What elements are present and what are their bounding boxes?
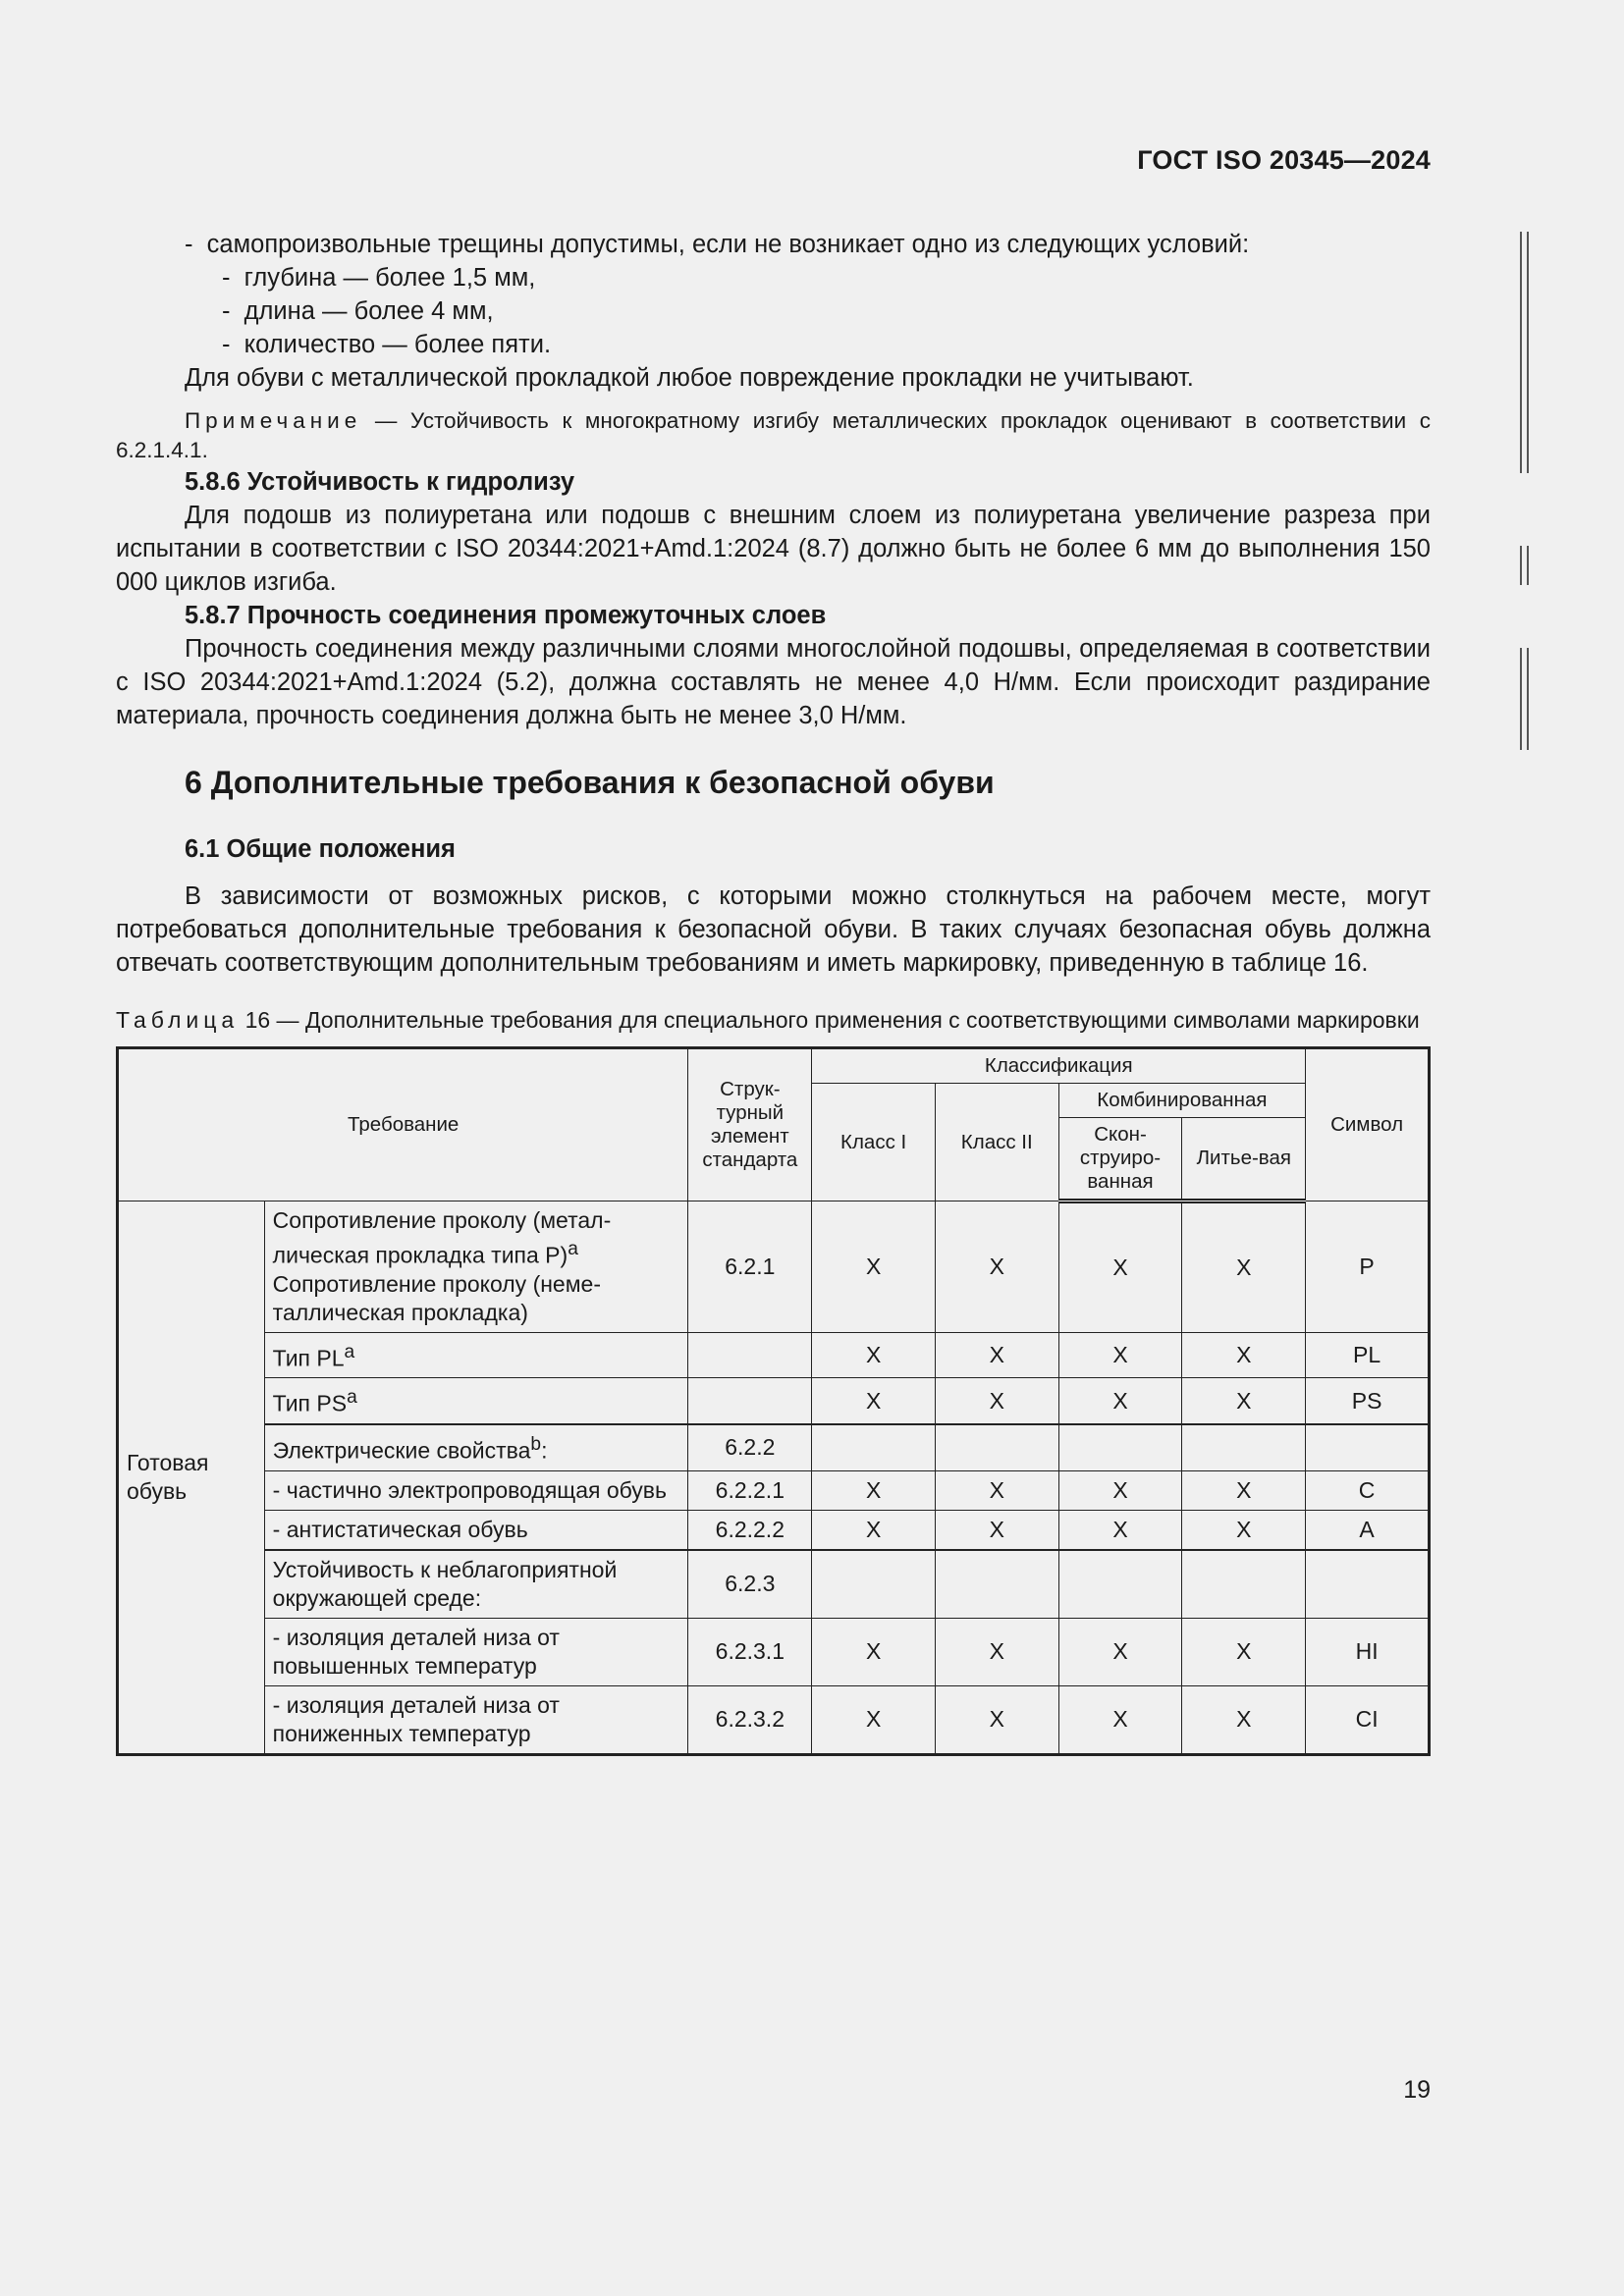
ref-cell: 6.2.3 (688, 1550, 812, 1619)
note: Примечание — Устойчивость к многократному изгибу металлических прокладок оценивают в соответствии с 6.2.1.4.1. (116, 408, 1431, 462)
mark-cell: X (812, 1201, 936, 1333)
header-structural: Струк-турный элемент стандарта (688, 1048, 812, 1201)
page-number: 19 (1403, 2076, 1431, 2104)
requirement-cell: - частично электропроводящая обувь (264, 1470, 688, 1510)
mark-cell: X (812, 1378, 936, 1424)
mark-cell: X (812, 1470, 936, 1510)
mark-cell: X (1182, 1332, 1306, 1378)
paragraph: Для подошв из полиуретана или подошв с внешним слоем из полиуретана увеличение разреза при испытании в соответствии с ISO 20344:2021+Amd.1:2024 (8.7) должно быть не более 6 мм до выполнения 150 000 циклов изгиба. (116, 502, 1431, 596)
symbol-cell: A (1306, 1510, 1430, 1550)
mark-cell: X (1058, 1618, 1182, 1685)
header-constructed: Скон-струиро-ванная (1058, 1118, 1182, 1201)
mark-cell: X (1182, 1510, 1306, 1550)
requirement-cell: - изоляция деталей низа от повышенных температур (264, 1618, 688, 1685)
ref-cell: 6.2.3.1 (688, 1618, 812, 1685)
ref-cell: 6.2.2 (688, 1424, 812, 1470)
symbol-cell: PL (1306, 1332, 1430, 1378)
mark-cell: X (935, 1618, 1058, 1685)
symbol-cell: CI (1306, 1685, 1430, 1754)
mark-cell: X (1182, 1618, 1306, 1685)
mark-cell: X (935, 1685, 1058, 1754)
mark-cell: X (1182, 1201, 1306, 1333)
page-header-code: ГОСТ ISO 20345—2024 (1137, 145, 1431, 175)
mark-cell: X (1058, 1685, 1182, 1754)
table-row (118, 1378, 1430, 1424)
header-classification: Классификация (812, 1048, 1306, 1084)
group-label: Готовая обувь (118, 1201, 265, 1755)
mark-cell: X (1182, 1378, 1306, 1424)
mark-cell: X (935, 1332, 1058, 1378)
paragraph: В зависимости от возможных рисков, с которыми можно столкнуться на рабочем месте, могут потребоваться дополнительные требования к безопасной обуви. В таких случаях безопасная обувь должна отвечать соответствующим дополнительным требованиям и иметь маркировку, приведенную в таблице 16. (116, 882, 1431, 977)
requirement-cell: Сопротивление проколу (метал-лическая прокладка типа P)$^a$ Сопротивление проколу (неме-таллическая прокладка) (264, 1201, 688, 1333)
header-class-1: Класс I (812, 1084, 936, 1201)
table-row (118, 1685, 1430, 1754)
mark-cell: X (1058, 1332, 1182, 1378)
symbol-cell: C (1306, 1470, 1430, 1510)
mark-cell: X (1182, 1685, 1306, 1754)
requirements-table (116, 1046, 1431, 1756)
table-row (118, 1618, 1430, 1685)
table-row (118, 1201, 1430, 1333)
mark-cell: X (935, 1201, 1058, 1333)
table-row (118, 1332, 1430, 1378)
header-combined: Комбинированная (1058, 1084, 1306, 1118)
mark-cell: X (1058, 1201, 1182, 1333)
ref-cell: 6.2.2.2 (688, 1510, 812, 1550)
mark-cell: X (812, 1332, 936, 1378)
list-item: - глубина — более 1,5 мм, (222, 264, 536, 292)
mark-cell: X (935, 1470, 1058, 1510)
mark-cell: X (1058, 1378, 1182, 1424)
requirement-cell: - изоляция деталей низа от пониженных температур (264, 1685, 688, 1754)
section-heading: 5.8.6 Устойчивость к гидролизу (185, 468, 575, 496)
symbol-cell: HI (1306, 1618, 1430, 1685)
mark-cell: X (1058, 1510, 1182, 1550)
mark-cell: X (1058, 1470, 1182, 1510)
requirement-cell: - антистатическая обувь (264, 1510, 688, 1550)
mark-cell: X (1182, 1470, 1306, 1510)
list-item: - количество — более пяти. (222, 331, 552, 358)
change-bar (1520, 232, 1529, 473)
mark-cell: X (935, 1510, 1058, 1550)
change-bar (1520, 648, 1529, 750)
header-class-2: Класс II (935, 1084, 1058, 1201)
table-row (118, 1424, 1430, 1470)
paragraph: Прочность соединения между различными слоями многослойной подошвы, определяемая в соответствии с ISO 20344:2021+Amd.1:2024 (5.2), должна составлять не менее 4,0 Н/мм. Если происходит раздирание материала, прочность соединения должна быть не менее 3,0 Н/мм. (116, 635, 1431, 729)
list-item: - длина — более 4 мм, (222, 297, 494, 325)
ref-cell (688, 1332, 812, 1378)
requirement-cell: Тип $PL^a$ (264, 1332, 688, 1378)
change-bar (1520, 546, 1529, 585)
ref-cell: 6.2.1 (688, 1201, 812, 1333)
mark-cell: X (812, 1618, 936, 1685)
requirement-cell: Устойчивость к неблагоприятной окружающей среде: (264, 1550, 688, 1619)
list-item: - самопроизвольные трещины допустимы, если не возникает одно из следующих условий: (185, 231, 1250, 258)
requirement-cell: Тип $PS^a$ (264, 1378, 688, 1424)
header-cast: Литье-вая (1182, 1118, 1306, 1201)
requirement-cell: Электрические свойства$^b$: (264, 1424, 688, 1470)
ref-cell: 6.2.2.1 (688, 1470, 812, 1510)
mark-cell: X (812, 1510, 936, 1550)
symbol-cell: PS (1306, 1378, 1430, 1424)
table-row (118, 1470, 1430, 1510)
mark-cell: X (935, 1378, 1058, 1424)
section-heading: 6.1 Общие положения (185, 835, 456, 863)
ref-cell (688, 1378, 812, 1424)
chapter-heading: 6 Дополнительные требования к безопасной обуви (185, 765, 995, 800)
symbol-cell: P (1306, 1201, 1430, 1333)
table-row (118, 1550, 1430, 1619)
table-caption: Таблица 16 — Дополнительные требования для специального применения с соответствующими символами маркировки (116, 1007, 1420, 1033)
paragraph: Для обуви с металлической прокладкой любое повреждение прокладки не учитывают. (185, 364, 1194, 392)
table-row (118, 1510, 1430, 1550)
document-body (116, 228, 1431, 1756)
section-heading: 5.8.7 Прочность соединения промежуточных слоев (185, 602, 827, 629)
mark-cell: X (812, 1685, 936, 1754)
header-requirement: Требование (118, 1048, 688, 1201)
header-symbol: Символ (1306, 1048, 1430, 1201)
ref-cell: 6.2.3.2 (688, 1685, 812, 1754)
